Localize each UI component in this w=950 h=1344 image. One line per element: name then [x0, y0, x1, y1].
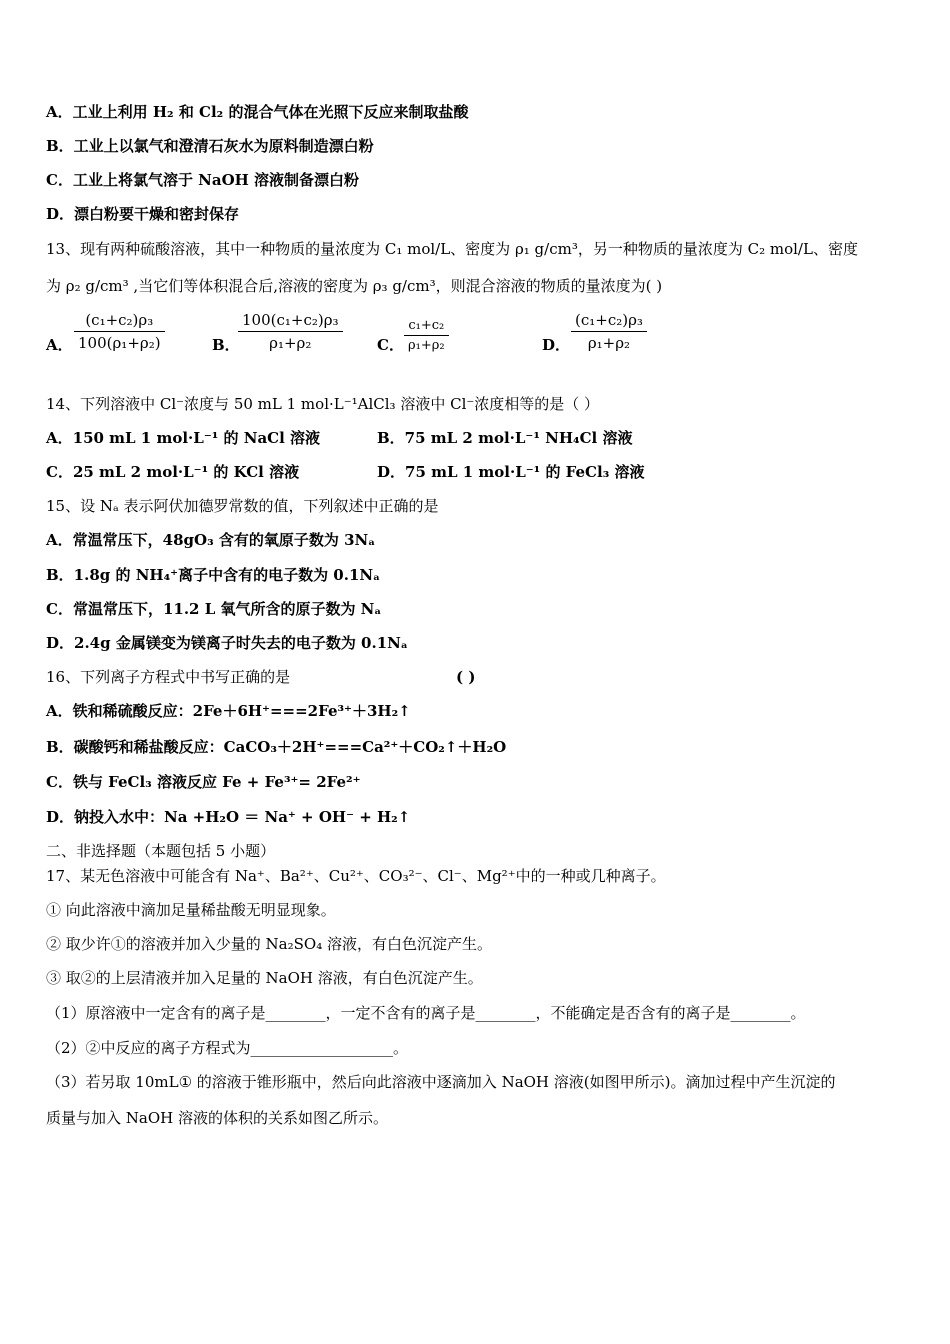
fraction-bar [571, 331, 647, 332]
q13-option-d-fraction [571, 311, 647, 352]
q12-option-b: B．工业上以氯气和澄清石灰水为原料制造漂白粉 [46, 137, 374, 155]
q12-option-a: A．工业上利用 H₂ 和 Cl₂ 的混合气体在光照下反应来制取盐酸 [46, 103, 469, 121]
q14-option-b: B．75 mL 2 mol·L⁻¹ NH₄Cl 溶液 [377, 429, 633, 447]
q13-option-b-fraction [238, 311, 343, 352]
q13-option-a-label: A． [46, 336, 73, 354]
q14-option-a: A．150 mL 1 mol·L⁻¹ 的 NaCl 溶液 [46, 429, 321, 447]
q13-option-b-numerator: 100(c₁+c₂)ρ₃ [242, 311, 339, 329]
q15-option-a: A．常温常压下，48gO₃ 含有的氧原子数为 3Nₐ [46, 531, 376, 549]
q14-option-c: C．25 mL 2 mol·L⁻¹ 的 KCl 溶液 [46, 463, 300, 481]
q16-stem: 16、下列离子方程式中书写正确的是 [46, 668, 291, 686]
q17-step-2: ② 取少许①的溶液并加入少量的 Na₂SO₄ 溶液，有白色沉淀产生。 [46, 935, 492, 953]
q17-part-2: （2）②中反应的离子方程式为___________________。 [46, 1039, 409, 1057]
q13-option-a-numerator: (c₁+c₂)ρ₃ [85, 311, 154, 329]
q16-option-c: C．铁与 FeCl₃ 溶液反应 Fe + Fe³⁺= 2Fe²⁺ [46, 773, 361, 791]
fraction-bar [404, 335, 449, 336]
q13-option-c-numerator: c₁+c₂ [408, 318, 445, 333]
q16-option-b: B．碳酸钙和稀盐酸反应：CaCO₃＋2H⁺===Ca²⁺＋CO₂↑＋H₂O [46, 738, 507, 756]
q15-option-c: C．常温常压下，11.2 L 氧气所含的原子数为 Nₐ [46, 600, 382, 618]
q13-option-d-label: D． [542, 336, 571, 354]
q13-option-c-denominator: ρ₁+ρ₂ [408, 338, 445, 353]
q17-part-3-line2: 质量与加入 NaOH 溶液的体积的关系如图乙所示。 [46, 1109, 388, 1127]
q13-option-d-denominator: ρ₁+ρ₂ [587, 334, 631, 352]
q16-option-a: A．铁和稀硫酸反应：2Fe＋6H⁺===2Fe³⁺＋3H₂↑ [46, 702, 411, 720]
q13-option-b-denominator: ρ₁+ρ₂ [269, 334, 312, 352]
q13-stem-line1: 13、现有两种硫酸溶液，其中一种物质的量浓度为 C₁ mol/L、密度为 ρ₁ g/cm³，另一种物质的量浓度为 C₂ mol/L、密度 [46, 240, 858, 258]
q14-stem: 14、下列溶液中 Cl⁻浓度与 50 mL 1 mol·L⁻¹AlCl₃ 溶液中 Cl⁻浓度相等的是（ ） [46, 395, 600, 413]
q14-option-d: D．75 mL 1 mol·L⁻¹ 的 FeCl₃ 溶液 [377, 463, 645, 481]
q17-step-1: ① 向此溶液中滴加足量稀盐酸无明显现象。 [46, 901, 336, 919]
q13-option-d-numerator: (c₁+c₂)ρ₃ [575, 311, 643, 329]
section-2-heading: 二、非选择题（本题包括 5 小题） [46, 842, 276, 860]
q17-part-3-line1: （3）若另取 10mL① 的溶液于锥形瓶中，然后向此溶液中逐滴加入 NaOH 溶液(如图甲所示)。滴加过程中产生沉淀的 [46, 1073, 836, 1091]
q13-option-c-label: C． [377, 336, 404, 354]
q15-option-d: D．2.4g 金属镁变为镁离子时失去的电子数为 0.1Nₐ [46, 634, 408, 652]
fraction-bar [238, 331, 343, 332]
q15-option-b: B．1.8g 的 NH₄⁺离子中含有的电子数为 0.1Nₐ [46, 566, 381, 584]
fraction-bar [74, 331, 165, 332]
q13-option-a-denominator: 100(ρ₁+ρ₂) [78, 334, 161, 352]
q13-option-a-fraction [74, 311, 165, 352]
q17-part-1: （1）原溶液中一定含有的离子是________，一定不含有的离子是________，不能确定是否含有的离子是________。 [46, 1004, 806, 1022]
q12-option-d: D．漂白粉要干燥和密封保存 [46, 205, 240, 223]
q17-stem: 17、某无色溶液中可能含有 Na⁺、Ba²⁺、Cu²⁺、CO₃²⁻、Cl⁻、Mg²⁺中的一种或几种离子。 [46, 867, 666, 885]
q12-option-c: C．工业上将氯气溶于 NaOH 溶液制备漂白粉 [46, 171, 360, 189]
q13-option-b-label: B． [212, 336, 240, 354]
q13-option-c-fraction [404, 318, 449, 353]
q16-answer-paren: ( ) [456, 668, 476, 686]
q15-stem: 15、设 Nₐ 表示阿伏加德罗常数的值，下列叙述中正确的是 [46, 497, 439, 515]
q17-step-3: ③ 取②的上层清液并加入足量的 NaOH 溶液，有白色沉淀产生。 [46, 969, 483, 987]
q13-stem-line2: 为 ρ₂ g/cm³ ,当它们等体积混合后,溶液的密度为 ρ₃ g/cm³，则混合溶液的物质的量浓度为( ) [46, 277, 663, 295]
q16-option-d: D．钠投入水中：Na +H₂O ＝ Na⁺ + OH⁻ + H₂↑ [46, 808, 411, 826]
